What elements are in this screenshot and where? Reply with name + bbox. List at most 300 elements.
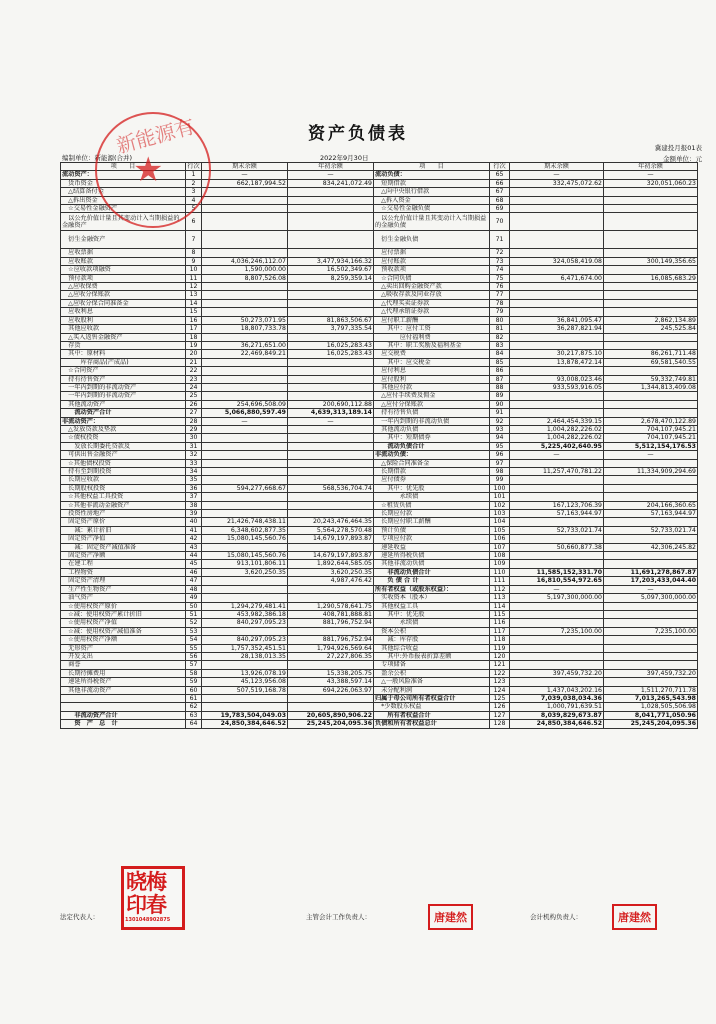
table-cell: 投资性房地产 bbox=[61, 510, 186, 518]
table-cell: 流动负债： bbox=[374, 171, 490, 179]
table-cell: 23 bbox=[186, 375, 202, 383]
amount-unit: 金额单位：元 bbox=[663, 155, 702, 163]
table-cell bbox=[288, 358, 374, 366]
table-cell bbox=[604, 619, 698, 627]
column-header: 项 目 bbox=[61, 163, 186, 171]
table-cell bbox=[288, 425, 374, 433]
table-row bbox=[61, 577, 698, 585]
table-row bbox=[61, 619, 698, 627]
table-cell: 37 bbox=[186, 493, 202, 501]
table-cell: 20,605,890,906.22 bbox=[288, 711, 374, 719]
table-cell: 35 bbox=[186, 476, 202, 484]
table-cell: 流动资产合计 bbox=[61, 409, 186, 417]
table-cell bbox=[604, 231, 698, 249]
table-cell: 27 bbox=[186, 409, 202, 417]
table-cell: 46 bbox=[186, 568, 202, 576]
table-cell bbox=[604, 367, 698, 375]
table-cell: ☆应收款项融资 bbox=[61, 266, 186, 274]
table-cell: 其他非流动负债 bbox=[374, 560, 490, 568]
table-cell bbox=[202, 476, 288, 484]
table-cell: — bbox=[604, 451, 698, 459]
table-cell bbox=[288, 703, 374, 711]
table-row bbox=[61, 308, 698, 316]
table-cell: △保险合同准备金 bbox=[374, 459, 490, 467]
table-cell bbox=[510, 283, 604, 291]
table-cell bbox=[604, 341, 698, 349]
table-cell: △应收分保合同准备金 bbox=[61, 299, 186, 307]
table-cell: 长期应付款 bbox=[374, 510, 490, 518]
table-cell bbox=[510, 484, 604, 492]
table-row bbox=[61, 526, 698, 534]
table-cell bbox=[604, 459, 698, 467]
table-cell: 881,796,752.94 bbox=[288, 636, 374, 644]
table-cell: 300,149,356.65 bbox=[604, 257, 698, 265]
table-cell: 117 bbox=[490, 627, 510, 635]
table-cell bbox=[288, 291, 374, 299]
table-cell: 32 bbox=[186, 451, 202, 459]
name-seal-number: 1301048902875 bbox=[125, 917, 171, 923]
table-cell: 51 bbox=[186, 610, 202, 618]
table-cell: 持有至到期投资 bbox=[61, 468, 186, 476]
table-cell: 1,437,043,202.16 bbox=[510, 686, 604, 694]
table-row bbox=[61, 291, 698, 299]
table-cell: 18 bbox=[186, 333, 202, 341]
table-cell: 16,085,683.29 bbox=[604, 274, 698, 282]
table-cell: 5 bbox=[186, 205, 202, 213]
table-row bbox=[61, 375, 698, 383]
table-cell: 10 bbox=[186, 266, 202, 274]
table-cell: 5,225,402,640.95 bbox=[510, 442, 604, 450]
table-cell bbox=[510, 249, 604, 257]
table-cell: 63 bbox=[186, 711, 202, 719]
table-cell bbox=[202, 493, 288, 501]
table-cell bbox=[202, 231, 288, 249]
table-cell: 87 bbox=[490, 375, 510, 383]
report-title: 资产负债表 bbox=[308, 124, 408, 144]
table-cell: 115 bbox=[490, 610, 510, 618]
table-row bbox=[61, 442, 698, 450]
table-cell: 应收股利 bbox=[61, 316, 186, 324]
table-cell: 104 bbox=[490, 518, 510, 526]
table-cell bbox=[202, 661, 288, 669]
table-cell: 其他流动资产 bbox=[61, 400, 186, 408]
table-cell: 归属于母公司所有者权益合计 bbox=[374, 694, 490, 702]
table-cell: 专项储备 bbox=[374, 661, 490, 669]
table-cell: 应收利息 bbox=[61, 308, 186, 316]
table-cell bbox=[202, 501, 288, 509]
table-cell: 43 bbox=[186, 543, 202, 551]
table-cell: 在建工程 bbox=[61, 560, 186, 568]
table-cell bbox=[510, 291, 604, 299]
table-cell bbox=[510, 266, 604, 274]
table-cell: 65 bbox=[490, 171, 510, 179]
table-cell: 123 bbox=[490, 678, 510, 686]
table-cell: 59 bbox=[186, 678, 202, 686]
table-cell: 固定资产净额 bbox=[61, 552, 186, 560]
table-cell bbox=[604, 283, 698, 291]
table-cell bbox=[288, 434, 374, 442]
table-cell: 594,277,668.67 bbox=[202, 484, 288, 492]
table-cell: △一般风险准备 bbox=[374, 678, 490, 686]
table-cell: 2,862,134.89 bbox=[604, 316, 698, 324]
table-cell: 933,593,916.05 bbox=[510, 383, 604, 391]
table-cell: 负债和所有者权益总计 bbox=[374, 720, 490, 728]
table-cell: 应交税费 bbox=[374, 350, 490, 358]
table-cell bbox=[202, 543, 288, 551]
table-row bbox=[61, 510, 698, 518]
table-cell: 34 bbox=[186, 468, 202, 476]
table-cell bbox=[510, 518, 604, 526]
table-cell: 91 bbox=[490, 409, 510, 417]
table-cell: 81,863,506.67 bbox=[288, 316, 374, 324]
table-cell bbox=[288, 299, 374, 307]
table-cell: 57,163,944.97 bbox=[510, 510, 604, 518]
table-cell: 324,058,419.08 bbox=[510, 257, 604, 265]
table-row bbox=[61, 594, 698, 602]
table-cell: 25,245,204,095.36 bbox=[604, 720, 698, 728]
table-row bbox=[61, 610, 698, 618]
column-header: 期末余额 bbox=[510, 163, 604, 171]
table-cell: 1,794,926,569.64 bbox=[288, 644, 374, 652]
table-cell bbox=[288, 493, 374, 501]
table-cell: 30,217,875.10 bbox=[510, 350, 604, 358]
table-cell: 1 bbox=[186, 171, 202, 179]
form-code: 冀建投月报01表 bbox=[654, 144, 702, 152]
table-cell: 73 bbox=[490, 257, 510, 265]
table-cell: 一年内到期的非流动负债 bbox=[374, 417, 490, 425]
table-cell: 15,080,145,560.76 bbox=[202, 535, 288, 543]
table-cell: 99 bbox=[490, 476, 510, 484]
table-cell: — bbox=[288, 171, 374, 179]
table-cell: 397,459,732.20 bbox=[510, 669, 604, 677]
table-cell: 97 bbox=[490, 459, 510, 467]
table-cell bbox=[288, 661, 374, 669]
table-cell bbox=[288, 188, 374, 196]
table-cell: 7,039,038,034.36 bbox=[510, 694, 604, 702]
table-cell: △应收保费 bbox=[61, 283, 186, 291]
table-cell: 24,850,384,646.52 bbox=[510, 720, 604, 728]
table-cell bbox=[202, 213, 288, 231]
table-cell: △卖出回购金融资产款 bbox=[374, 283, 490, 291]
table-cell bbox=[604, 678, 698, 686]
table-cell: 7,235,100.00 bbox=[604, 627, 698, 635]
table-cell: △代理承销证券款 bbox=[374, 308, 490, 316]
table-cell: 3,620,250.35 bbox=[288, 568, 374, 576]
table-row bbox=[61, 552, 698, 560]
table-cell: 5,097,300,000.00 bbox=[604, 594, 698, 602]
table-cell: 其中：职工奖励及福利基金 bbox=[374, 341, 490, 349]
table-cell: 可供出售金融资产 bbox=[61, 451, 186, 459]
table-cell: 1,290,578,641.75 bbox=[288, 602, 374, 610]
table-row bbox=[61, 350, 698, 358]
table-cell: 4,987,476.42 bbox=[288, 577, 374, 585]
table-cell: 50,273,071.95 bbox=[202, 316, 288, 324]
table-cell: 7,013,265,543.98 bbox=[604, 694, 698, 702]
table-cell: 应付福利费 bbox=[374, 333, 490, 341]
table-cell bbox=[604, 400, 698, 408]
table-cell: 其中：应付工资 bbox=[374, 325, 490, 333]
table-cell: 应付职工薪酬 bbox=[374, 316, 490, 324]
table-row bbox=[61, 501, 698, 509]
table-cell bbox=[202, 333, 288, 341]
table-cell bbox=[510, 409, 604, 417]
table-cell: 118 bbox=[490, 636, 510, 644]
table-cell: 5,197,300,000.00 bbox=[510, 594, 604, 602]
table-cell: 应收账款 bbox=[61, 257, 186, 265]
table-cell: 7,235,100.00 bbox=[510, 627, 604, 635]
table-cell: — bbox=[510, 451, 604, 459]
table-cell: 未分配利润 bbox=[374, 686, 490, 694]
table-row bbox=[61, 585, 698, 593]
table-cell: 盈余公积 bbox=[374, 669, 490, 677]
table-cell: 8,039,829,673.87 bbox=[510, 711, 604, 719]
table-cell: 30 bbox=[186, 434, 202, 442]
table-cell: 2,678,470,122.89 bbox=[604, 417, 698, 425]
table-cell: 2 bbox=[186, 179, 202, 187]
table-cell: 6,471,674.00 bbox=[510, 274, 604, 282]
table-cell: △向中央银行借款 bbox=[374, 188, 490, 196]
table-cell bbox=[510, 231, 604, 249]
table-row bbox=[61, 678, 698, 686]
table-cell: 油气资产 bbox=[61, 594, 186, 602]
table-cell: 1,344,813,409.08 bbox=[604, 383, 698, 391]
table-cell bbox=[288, 594, 374, 602]
table-cell: 8,807,526.08 bbox=[202, 274, 288, 282]
table-cell: 54 bbox=[186, 636, 202, 644]
table-cell: 27,227,806.35 bbox=[288, 652, 374, 660]
table-cell bbox=[604, 333, 698, 341]
table-cell: 48 bbox=[186, 585, 202, 593]
table-cell: 70 bbox=[490, 213, 510, 231]
table-cell bbox=[604, 308, 698, 316]
table-cell: 递延收益 bbox=[374, 543, 490, 551]
table-cell: 其他应付款 bbox=[374, 383, 490, 391]
table-cell bbox=[288, 283, 374, 291]
table-cell: 11,257,470,781.22 bbox=[510, 468, 604, 476]
table-cell: 短期借款 bbox=[374, 179, 490, 187]
table-cell: 8 bbox=[186, 249, 202, 257]
table-cell bbox=[288, 451, 374, 459]
table-cell: 货币资金 bbox=[61, 179, 186, 187]
company-label: 编制单位：新能源(合并) bbox=[62, 154, 133, 162]
table-cell: 408,781,888.81 bbox=[288, 610, 374, 618]
table-cell: 662,187,994.52 bbox=[202, 179, 288, 187]
table-cell bbox=[288, 375, 374, 383]
table-row bbox=[61, 652, 698, 660]
table-cell: 103 bbox=[490, 510, 510, 518]
table-cell: 124 bbox=[490, 686, 510, 694]
table-cell bbox=[61, 694, 186, 702]
acct-head-label: 主管会计工作负责人： bbox=[306, 913, 371, 921]
table-cell: 39 bbox=[186, 510, 202, 518]
table-cell bbox=[510, 560, 604, 568]
table-row bbox=[61, 602, 698, 610]
table-cell bbox=[510, 602, 604, 610]
table-cell bbox=[202, 196, 288, 204]
table-cell bbox=[604, 213, 698, 231]
table-cell: 453,982,386.18 bbox=[202, 610, 288, 618]
table-cell: 14,679,197,893.87 bbox=[288, 552, 374, 560]
table-cell: 非流动资产： bbox=[61, 417, 186, 425]
table-cell: 28 bbox=[186, 417, 202, 425]
table-cell: — bbox=[604, 585, 698, 593]
table-cell bbox=[604, 560, 698, 568]
table-cell bbox=[202, 299, 288, 307]
table-cell: 122 bbox=[490, 669, 510, 677]
table-cell: 长期应收款 bbox=[61, 476, 186, 484]
table-cell bbox=[510, 552, 604, 560]
acct-dept-label: 会计机构负责人： bbox=[530, 913, 582, 921]
table-cell bbox=[510, 341, 604, 349]
table-cell bbox=[288, 694, 374, 702]
table-cell: 28,138,013.35 bbox=[202, 652, 288, 660]
table-cell: 20,243,476,464.35 bbox=[288, 518, 374, 526]
table-cell: 长期股权投资 bbox=[61, 484, 186, 492]
table-cell: 其他应收款 bbox=[61, 325, 186, 333]
table-cell: 694,226,063.97 bbox=[288, 686, 374, 694]
table-cell: 24,850,384,646.52 bbox=[202, 720, 288, 728]
table-cell bbox=[202, 205, 288, 213]
table-cell bbox=[510, 678, 604, 686]
table-cell: 25,245,204,095.36 bbox=[288, 720, 374, 728]
table-cell: 长期借款 bbox=[374, 468, 490, 476]
column-header: 行次 bbox=[490, 163, 510, 171]
table-cell: 应付票据 bbox=[374, 249, 490, 257]
table-cell: 18,807,733.78 bbox=[202, 325, 288, 333]
table-cell: 持有待售资产 bbox=[61, 375, 186, 383]
table-row bbox=[61, 476, 698, 484]
table-cell: 113 bbox=[490, 594, 510, 602]
table-cell: 568,536,704.74 bbox=[288, 484, 374, 492]
table-row bbox=[61, 325, 698, 333]
table-cell: 121 bbox=[490, 661, 510, 669]
table-row bbox=[61, 669, 698, 677]
table-cell bbox=[604, 602, 698, 610]
table-cell bbox=[604, 249, 698, 257]
table-cell: 106 bbox=[490, 535, 510, 543]
table-cell: 流动负债合计 bbox=[374, 442, 490, 450]
table-cell bbox=[202, 694, 288, 702]
table-cell bbox=[202, 383, 288, 391]
table-cell: 发放长期委托贷款及 bbox=[61, 442, 186, 450]
table-cell: 61 bbox=[186, 694, 202, 702]
table-cell: 76 bbox=[490, 283, 510, 291]
table-row bbox=[61, 627, 698, 635]
table-cell bbox=[288, 543, 374, 551]
table-cell: 93,008,023.46 bbox=[510, 375, 604, 383]
table-cell: 96 bbox=[490, 451, 510, 459]
table-cell: 16,810,554,972.65 bbox=[510, 577, 604, 585]
column-header: 年初余额 bbox=[288, 163, 374, 171]
table-row bbox=[61, 711, 698, 719]
table-cell: 17 bbox=[186, 325, 202, 333]
table-cell: ☆减：使用权资产累计折旧 bbox=[61, 610, 186, 618]
table-cell: 507,519,168.78 bbox=[202, 686, 288, 694]
table-cell: 19 bbox=[186, 341, 202, 349]
table-cell bbox=[202, 585, 288, 593]
table-cell: 工程物资 bbox=[61, 568, 186, 576]
table-cell: 持有待售负债 bbox=[374, 409, 490, 417]
table-row bbox=[61, 560, 698, 568]
table-cell: 21 bbox=[186, 358, 202, 366]
table-cell bbox=[510, 610, 604, 618]
table-cell: 一年内到期的非流动资产 bbox=[61, 383, 186, 391]
table-cell: ☆使用权资产净额 bbox=[61, 636, 186, 644]
table-cell: 5,066,880,597.49 bbox=[202, 409, 288, 417]
table-row bbox=[61, 518, 698, 526]
table-row bbox=[61, 636, 698, 644]
table-cell bbox=[604, 552, 698, 560]
table-row bbox=[61, 266, 698, 274]
table-cell: 非流动负债合计 bbox=[374, 568, 490, 576]
table-cell: 41 bbox=[186, 526, 202, 534]
table-cell bbox=[288, 196, 374, 204]
table-cell: 167,123,706.39 bbox=[510, 501, 604, 509]
table-cell: 125 bbox=[490, 694, 510, 702]
table-cell: 62 bbox=[186, 703, 202, 711]
table-cell bbox=[288, 468, 374, 476]
signature-stamp-2: 唐建然 bbox=[612, 904, 657, 930]
table-row bbox=[61, 367, 698, 375]
table-cell: 13,926,078.19 bbox=[202, 669, 288, 677]
column-header: 年初余额 bbox=[604, 163, 698, 171]
table-cell: 245,525.84 bbox=[604, 325, 698, 333]
table-cell: 120 bbox=[490, 652, 510, 660]
table-cell bbox=[202, 703, 288, 711]
table-row bbox=[61, 333, 698, 341]
table-cell: 其他综合收益 bbox=[374, 644, 490, 652]
table-cell: 119 bbox=[490, 644, 510, 652]
table-cell: — bbox=[604, 171, 698, 179]
table-cell: 1,004,282,226.02 bbox=[510, 434, 604, 442]
table-cell: ☆其他权益工具投资 bbox=[61, 493, 186, 501]
table-cell: 38 bbox=[186, 501, 202, 509]
company-seal bbox=[95, 112, 211, 228]
table-cell bbox=[604, 661, 698, 669]
table-cell: 8,041,771,050.96 bbox=[604, 711, 698, 719]
table-cell: △结算备付金 bbox=[61, 188, 186, 196]
table-row bbox=[61, 400, 698, 408]
table-cell: 商誉 bbox=[61, 661, 186, 669]
column-header: 项 目 bbox=[374, 163, 490, 171]
table-cell: 81 bbox=[490, 325, 510, 333]
table-row bbox=[61, 703, 698, 711]
balance-sheet-table bbox=[60, 162, 698, 729]
table-cell: 19,783,504,049.03 bbox=[202, 711, 288, 719]
table-cell: ☆使用权资产净值 bbox=[61, 619, 186, 627]
table-cell: 16,025,283.43 bbox=[288, 341, 374, 349]
table-cell: 834,241,072.49 bbox=[288, 179, 374, 187]
table-cell: 77 bbox=[490, 291, 510, 299]
table-cell bbox=[288, 213, 374, 231]
table-cell bbox=[202, 291, 288, 299]
table-cell: 7 bbox=[186, 231, 202, 249]
table-cell: △拆入资金 bbox=[374, 196, 490, 204]
table-cell bbox=[510, 661, 604, 669]
table-cell bbox=[604, 291, 698, 299]
legal-rep-label: 法定代表人： bbox=[60, 913, 99, 921]
table-cell: 流动资产： bbox=[61, 171, 186, 179]
table-row bbox=[61, 661, 698, 669]
table-cell bbox=[604, 299, 698, 307]
table-cell bbox=[202, 425, 288, 433]
table-row bbox=[61, 694, 698, 702]
table-row bbox=[61, 459, 698, 467]
table-cell: 71 bbox=[490, 231, 510, 249]
table-cell: 其中：原材料 bbox=[61, 350, 186, 358]
table-cell: 长期应付职工薪酬 bbox=[374, 518, 490, 526]
table-cell: 12 bbox=[186, 283, 202, 291]
